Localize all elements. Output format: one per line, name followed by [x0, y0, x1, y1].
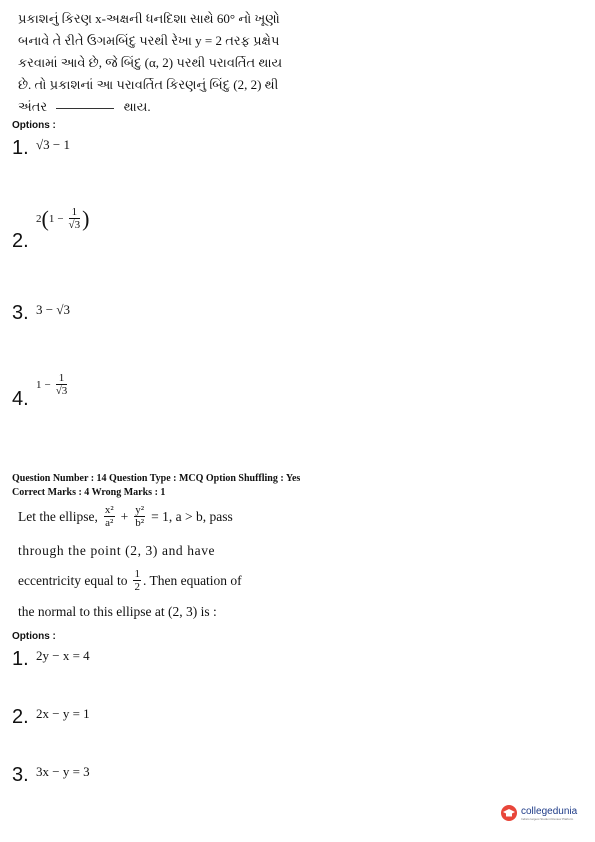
q14-option-1-number: 1.: [12, 648, 29, 670]
q13-option-1-number: 1.: [12, 137, 29, 159]
q13-option-3-number: 3.: [12, 302, 29, 324]
q14-option-3-text: 3x − y = 3: [36, 764, 90, 779]
q13-last-start: અંતર: [18, 99, 48, 114]
q13-option-2-expression: [36, 206, 89, 231]
q13-line-2: બનાવે તે રીતે ઉગમબિંદુ પરથી રેખા y = 2 તરફ પ્રક્ષેપ: [18, 33, 280, 48]
q14-option-2-number: 2.: [12, 706, 29, 728]
a-squared: a²: [105, 517, 114, 529]
term-one: 1: [48, 212, 55, 225]
q14-condition: = 1, a > b, pass: [151, 508, 233, 524]
y-over-b-fraction: [134, 504, 145, 529]
collegedunia-logo: [500, 804, 577, 822]
q14-option-3-number: 3.: [12, 764, 29, 786]
q14-options-label: Options :: [12, 631, 56, 642]
q13-last-end: થાય.: [123, 99, 151, 114]
coefficient: 2: [36, 212, 42, 225]
x-over-a-fraction: [104, 504, 115, 529]
open-paren: (: [41, 205, 49, 231]
half-fraction: [133, 568, 141, 593]
q14-line-3-end: . Then equation of: [142, 572, 242, 588]
b-squared: b²: [135, 517, 145, 529]
q13-options-label: Options :: [12, 120, 56, 131]
half-numerator: 1: [134, 568, 140, 580]
q14-line-1: [18, 504, 233, 529]
fraction-denominator: √3: [55, 385, 68, 397]
graduation-cap-icon: [500, 804, 518, 822]
fraction: [69, 206, 81, 231]
q13-option-1-text: √3 − 1: [36, 137, 70, 152]
y-squared: y²: [135, 504, 145, 516]
minus-sign: −: [44, 378, 51, 391]
answer-blank: [56, 107, 114, 109]
q14-text-start: Let the ellipse,: [18, 508, 98, 524]
q13-line-1: પ્રકાશનું કિરણ x-અક્ષની ધનદિશા સાથે 60° નો ખૂણો: [18, 11, 280, 26]
q13-option-2-number: 2.: [12, 230, 29, 252]
q13-line-3: કરવામાં આવે છે, જે બિંદુ (α, 2) પરથી પરાવર્તિત થાય: [18, 55, 283, 70]
fraction-numerator: 1: [69, 206, 81, 219]
fraction-numerator: 1: [56, 372, 68, 385]
minus-sign: −: [57, 212, 64, 225]
fraction: [56, 372, 68, 397]
close-paren: ): [82, 205, 90, 231]
q14-meta-line-1: Question Number : 14 Question Type : MCQ Option Shuffling : Yes: [12, 473, 301, 484]
q13-option-3-text: 3 − √3: [36, 302, 70, 317]
q14-line-3: [18, 568, 242, 593]
logo-name: collegedunia: [521, 805, 578, 817]
q13-line-5: [18, 96, 151, 118]
q14-meta-line-2: Correct Marks : 4 Wrong Marks : 1: [12, 487, 166, 498]
logo-tagline: India's largest Student Review Platform: [521, 816, 574, 821]
q14-line-3-start: eccentricity equal to: [18, 572, 128, 588]
q14-option-2-text: 2x − y = 1: [36, 706, 90, 721]
fraction-denominator: √3: [68, 219, 81, 231]
term-one: 1: [36, 378, 42, 391]
q14-line-4: the normal to this ellipse at (2, 3) is :: [18, 604, 217, 619]
plus-sign: +: [120, 508, 129, 524]
half-denominator: 2: [134, 581, 140, 593]
q14-line-2: through the point (2, 3) and have: [18, 543, 216, 558]
q13-option-4-number: 4.: [12, 388, 29, 410]
q13-line-4: છે. તો પ્રકાશનાં આ પરાવર્તિત કિરણનું બિંદુ (2, 2) થી: [18, 77, 279, 92]
q14-option-1-text: 2y − x = 4: [36, 648, 90, 663]
q13-option-4-expression: [36, 372, 69, 397]
x-squared: x²: [104, 504, 114, 516]
